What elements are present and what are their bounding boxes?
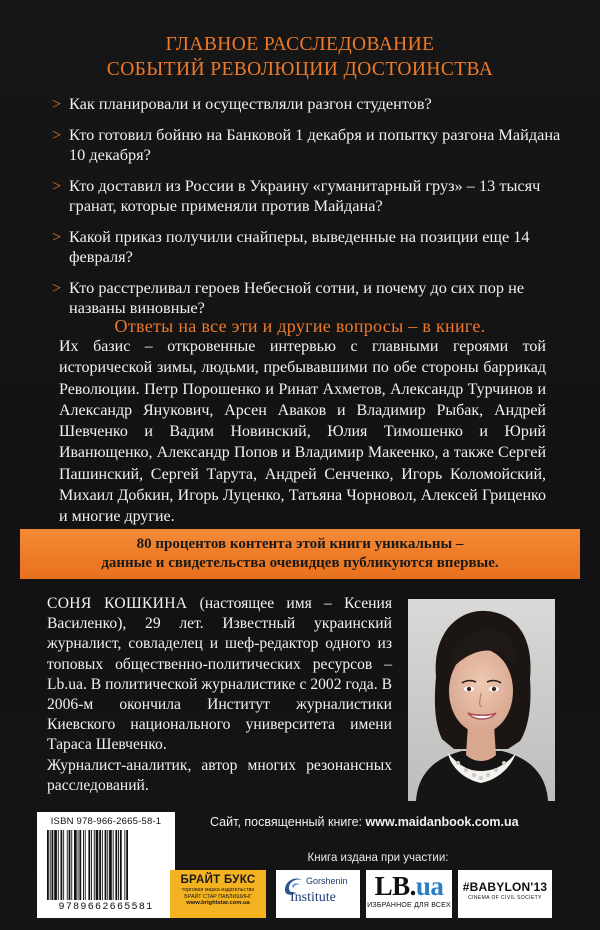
arrow-bullet-icon: >	[52, 278, 62, 297]
arrow-bullet-icon: >	[52, 176, 62, 195]
question-text: Как планировали и осуществляли разгон студентов?	[69, 94, 432, 113]
barcode-digits: 9789662665581	[58, 902, 154, 913]
cover-title	[0, 32, 600, 82]
barcode-icon	[45, 830, 167, 900]
site-url-link[interactable]: www.maidanbook.com.ua	[365, 815, 519, 829]
babylon-logo	[458, 870, 552, 918]
published-with-label: Книга издана при участии:	[307, 852, 449, 864]
gorshenin-name: Gorshenin	[306, 876, 348, 886]
author-name: СОНЯ КОШКИНА	[47, 595, 188, 612]
lb-main: LB.	[374, 871, 416, 901]
author-bio	[47, 594, 392, 796]
unique-content-banner	[20, 529, 580, 579]
basis-paragraph: Их базис – откровенные интервью с главными героями той исторической зимы, людьми, пребывавшими по обе стороны баррикад Революции. Петр Порошенко и Ринат Ахметов, Александр Турчинов и Александр Янукович, Арсен Аваков и Владимир Рыбак, Андрей Шевченко и Вадим Новинский, Юлия Тимошенко и Юрий Иванющенко, Александр Попов и Владимир Макеенко, а также Сергей Пашинский, Сергей Тарута, Андрей Сенченко, Игорь Коломойский, Михаил Добкин, Игорь Луценко, Татьяна Чорновол, Алексей Гриценко и многие другие.	[59, 338, 546, 526]
question-item	[52, 176, 562, 216]
site-label: Сайт, посвященный книге:	[210, 815, 366, 829]
bright-books-sub2: БРАЙТ СТАР ПАБЛИШИНГ	[184, 893, 252, 900]
gorshenin-institute-logo	[276, 870, 360, 918]
question-text: Кто готовил бойню на Банковой 1 декабря и попытку разгона Майдана 10 декабря?	[69, 125, 561, 164]
bright-books-sub1: торговая марка издательства	[181, 887, 255, 893]
banner-line-1: 80 процентов контента этой книги уникальны –	[136, 536, 464, 552]
bright-books-name: БРАЙТ БУКС	[180, 874, 256, 886]
author-photo	[408, 599, 555, 801]
banner-line-2: данные и свидетельства очевидцев публикуются впервые.	[101, 555, 499, 571]
barcode-block	[37, 812, 175, 918]
question-item	[52, 227, 562, 267]
isbn-number: ISBN 978-966-2665-58-1	[50, 816, 162, 827]
arrow-bullet-icon: >	[52, 94, 62, 113]
author-portrait-image	[408, 599, 555, 801]
bright-books-web: www.brightstar.com.ua	[186, 900, 250, 906]
lb-ua-logo	[366, 870, 452, 918]
question-text: Кто доставил из России в Украину «гуманитарный груз» – 13 тысяч гранат, которые применяли против Майдана?	[69, 176, 541, 215]
author-bio-text: (настоящее имя – Ксения Василенко), 29 лет. Известный украинский журналист, совладелец и шеф-редактор одного из топовых общественно-политических ресурсов – Lb.ua. В политической журналистике с 2002 года. В 2006-м окончила Институт журналистики Киевского национального университета имени Тараса Шевченко.	[47, 595, 392, 754]
babylon-tagline: CINEMA OF CIVIL SOCIETY	[468, 895, 542, 901]
book-website	[210, 815, 570, 829]
question-text: Кто расстреливал героев Небесной сотни, и почему до сих пор не названы виновные?	[69, 278, 525, 317]
lb-ua: ua	[415, 871, 444, 901]
bright-books-logo	[170, 870, 266, 918]
question-item	[52, 94, 562, 114]
arrow-bullet-icon: >	[52, 227, 62, 246]
babylon-name: #BABYLON'13	[462, 880, 548, 894]
question-text: Какой приказ получили снайперы, выведенные на позиции еще 14 февраля?	[69, 227, 530, 266]
question-item	[52, 278, 562, 318]
title-line-1: ГЛАВНОЕ РАССЛЕДОВАНИЕ	[165, 34, 435, 55]
answers-heading: Ответы на все эти и другие вопросы – в книге.	[114, 316, 486, 336]
question-item	[52, 125, 562, 165]
arrow-bullet-icon: >	[52, 125, 62, 144]
gorshenin-institute: Institute	[290, 890, 336, 905]
author-role: Журналист-аналитик, автор многих резонансных расследований.	[47, 756, 392, 794]
lb-tagline: ИЗБРАННОЕ ДЛЯ ВСЕХ	[367, 902, 451, 909]
questions-list	[52, 94, 562, 329]
title-line-2: СОБЫТИЙ РЕВОЛЮЦИИ ДОСТОИНСТВА	[106, 59, 494, 80]
